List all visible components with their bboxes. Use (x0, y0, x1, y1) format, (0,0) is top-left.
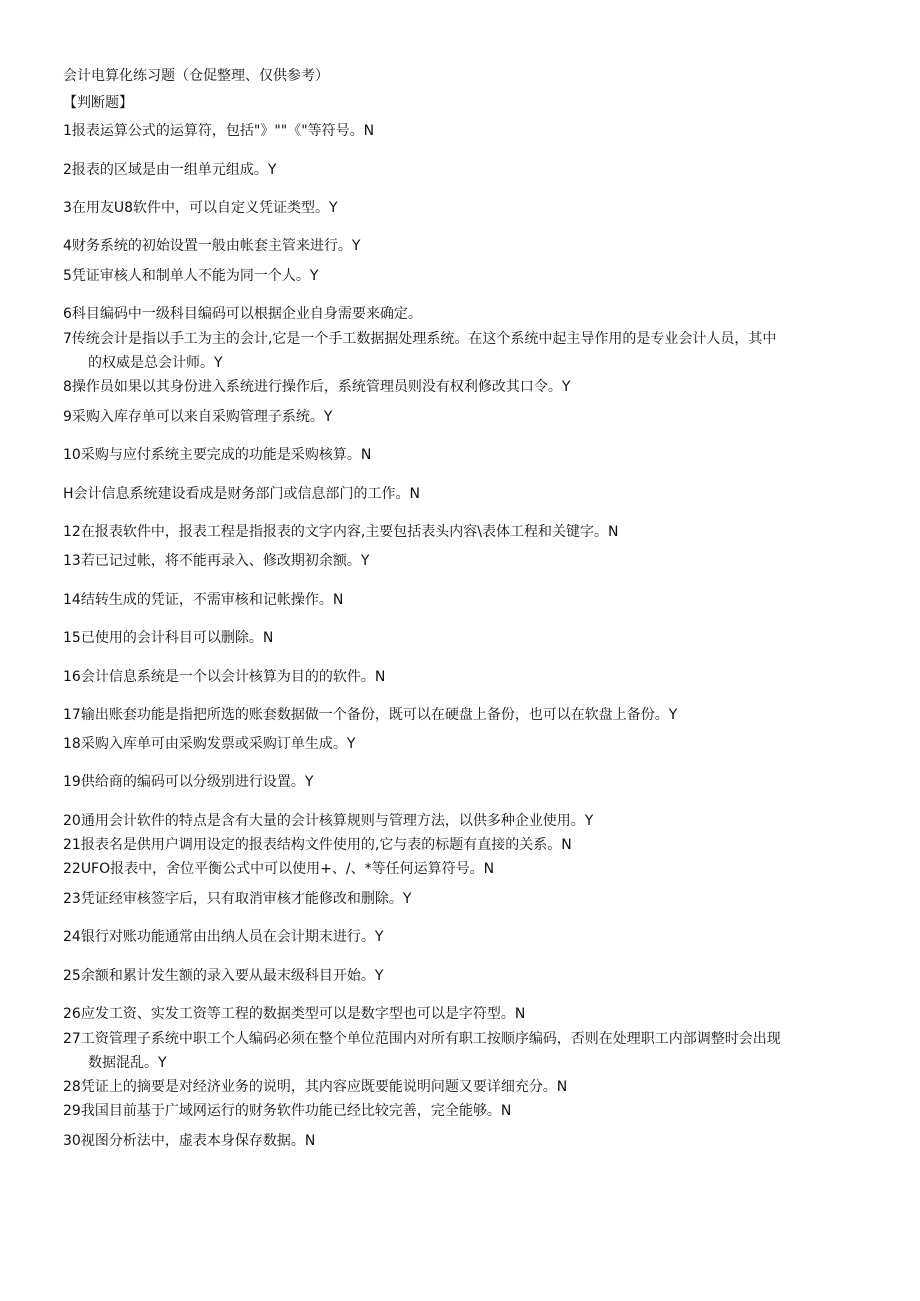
question-item: H会计信息系统建设看成是财务部门或信息部门的工作。N (63, 486, 420, 502)
question-item: 20通用会计软件的特点是含有大量的会计核算规则与管理方法，以供多种企业使用。Y (63, 813, 594, 829)
question-item: 4财务系统的初始设置一般由帐套主管来进行。Y (63, 238, 361, 254)
question-item: 15已使用的会计科目可以删除。N (63, 630, 274, 646)
document-title: 会计电算化练习题（仓促整理、仅供参考） (63, 68, 329, 84)
question-item: 19供给商的编码可以分级别进行设置。Y (63, 774, 314, 790)
question-item: 27工资管理子系统中职工个人编码必须在整个单位范围内对所有职工按顺序编码，否则在处理职工内部调整时会出现 (63, 1031, 781, 1047)
question-item: 8操作员如果以其身份进入系统进行操作后，系统管理员则没有权利修改其口令。Y (63, 379, 571, 395)
section-heading: 【判断题】 (63, 95, 133, 111)
question-item: 18采购入库单可由采购发票或采购订单生成。Y (63, 736, 356, 752)
question-item: 24银行对账功能通常由出纳人员在会计期末进行。Y (63, 929, 384, 945)
question-item: 5凭证审核人和制单人不能为同一个人。Y (63, 268, 319, 284)
question-item: 6科目编码中一级科目编码可以根据企业自身需要来确定。 (63, 306, 422, 322)
question-item: 3在用友U8软件中，可以自定义凭证类型。Y (63, 200, 338, 216)
question-item: 9采购入库存单可以来自采购管理子系统。Y (63, 409, 333, 425)
question-item: 30视图分析法中，虚表本身保存数据。N (63, 1133, 316, 1149)
question-item: 21报表名是供用户调用设定的报表结构文件使用的,它与表的标题有直接的关系。N (63, 837, 572, 853)
question-item: 28凭证上的摘要是对经济业务的说明，其内容应既要能说明问题又要详细充分。N (63, 1079, 568, 1095)
question-item: 13若已记过帐，将不能再录入、修改期初余额。Y (63, 553, 370, 569)
question-item: 12在报表软件中，报表工程是指报表的文字内容,主要包括表头内容\表体工程和关键字。N (63, 524, 619, 540)
question-item: 10采购与应付系统主要完成的功能是采购核算。N (63, 447, 372, 463)
question-item: 22UFO报表中，舍位平衡公式中可以使用+、/、*等任何运算符号。N (63, 861, 495, 877)
question-item: 16会计信息系统是一个以会计核算为目的的软件。N (63, 669, 386, 685)
question-item-continuation: 的权威是总会计师。Y (88, 355, 223, 371)
question-item: 23凭证经审核签字后，只有取消审核才能修改和删除。Y (63, 891, 412, 907)
question-item: 26应发工资、实发工资等工程的数据类型可以是数字型也可以是字符型。N (63, 1006, 526, 1022)
question-item: 7传统会计是指以手工为主的会计,它是一个手工数据据处理系统。在这个系统中起主导作用的是专业会计人员，其中 (63, 331, 777, 347)
question-item: 1报表运算公式的运算符，包括"》""《"等符号。N (63, 123, 375, 139)
question-item-continuation: 数据混乱。Y (88, 1055, 167, 1071)
question-item: 29我国目前基于广域网运行的财务软件功能已经比较完善，完全能够。N (63, 1103, 512, 1119)
question-item: 25余额和累计发生额的录入要从最末级科目开始。Y (63, 968, 384, 984)
question-item: 17输出账套功能是指把所选的账套数据做一个备份，既可以在硬盘上备份，也可以在软盘上备份。Y (63, 707, 678, 723)
question-item: 2报表的区域是由一组单元组成。Y (63, 162, 277, 178)
question-item: 14结转生成的凭证，不需审核和记帐操作。N (63, 592, 344, 608)
